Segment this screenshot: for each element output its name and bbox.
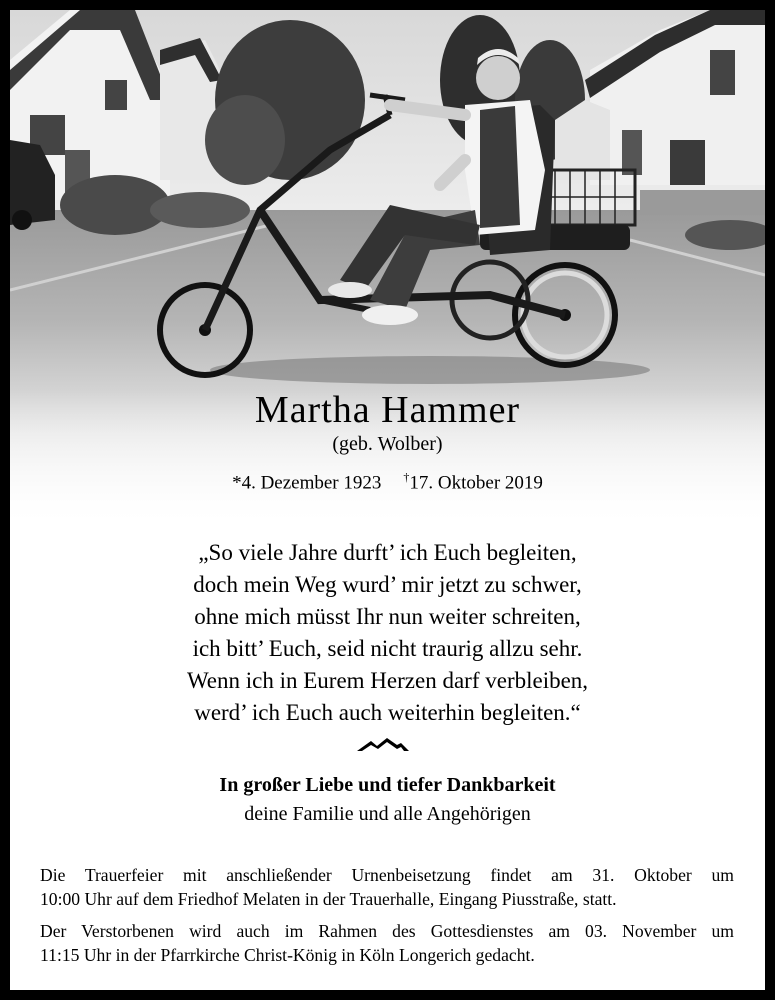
funeral-info-line: 10:00 Uhr auf dem Friedhof Melaten in der Trauerhalle, Eingang Piusstraße, statt. — [40, 889, 617, 909]
poem-line: ich bitt’ Euch, seid nicht traurig allzu sehr. — [192, 636, 583, 661]
maiden-name: (geb. Wolber) — [332, 433, 443, 455]
deceased-name: Martha Hammer — [254, 389, 521, 431]
death-date: 17. Oktober 2019 — [409, 472, 543, 494]
life-dates — [10, 470, 765, 494]
service-info-line: 11:15 Uhr in der Pfarrkirche Christ-König in Köln Longerich gedacht. — [40, 945, 535, 965]
poem-line: doch mein Weg wurd’ mir jetzt zu schwer, — [193, 572, 582, 597]
poem-line: ohne mich müsst Ihr nun weiter schreiten, — [194, 604, 581, 629]
service-info-line: Der Verstorbenen wird auch im Rahmen des Gottesdienstes am 03. November um — [40, 921, 734, 941]
memorial-poem — [10, 537, 765, 729]
mountain-icon — [357, 737, 409, 753]
closing-dedication: In großer Liebe und tiefer Dankbarkeit — [219, 774, 556, 796]
service-info — [40, 919, 734, 967]
poem-line: Wenn ich in Eurem Herzen darf verbleiben, — [186, 668, 589, 693]
cross-icon: † — [403, 470, 410, 484]
poem-line: werd’ ich Euch auch weiterhin begleiten.“ — [194, 700, 581, 725]
birth-date: *4. Dezember 1923 — [232, 472, 382, 494]
closing-signature: deine Familie und alle Angehörigen — [244, 803, 531, 825]
funeral-info — [40, 863, 734, 911]
funeral-info-line: Die Trauerfeier mit anschließender Urnenbeisetzung findet am 31. Oktober um — [40, 865, 734, 885]
poem-line: „So viele Jahre durft’ ich Euch begleiten, — [198, 540, 577, 565]
